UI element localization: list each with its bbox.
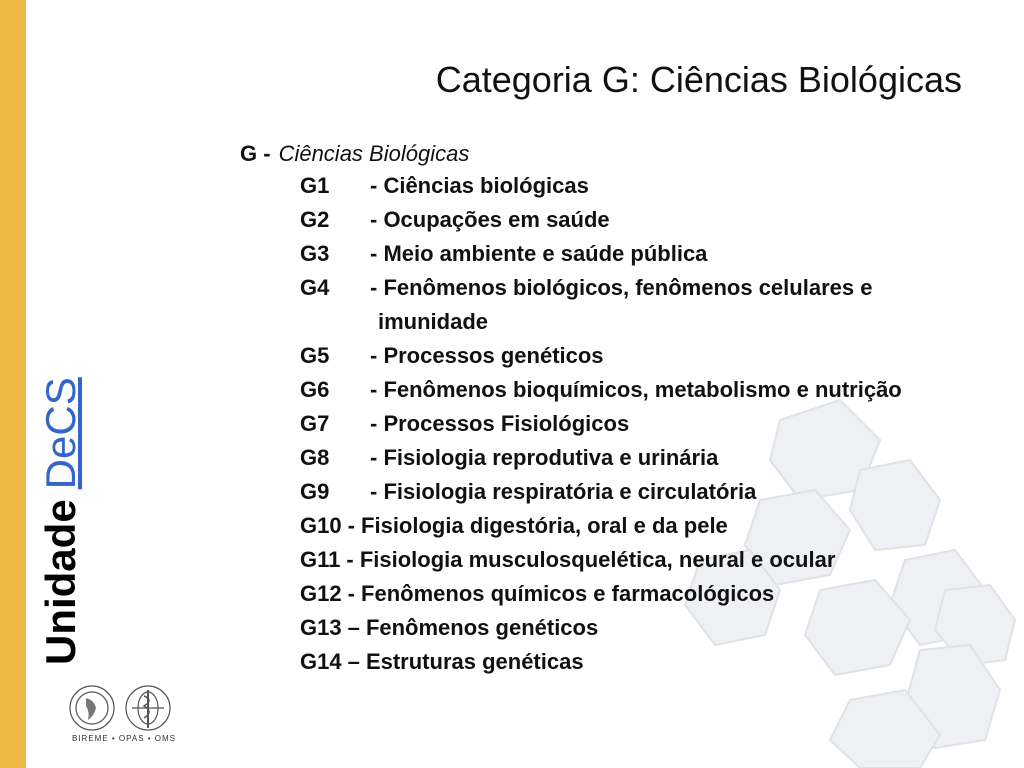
list-item [300,546,835,574]
item-code: G2 [300,207,330,232]
category-list [240,140,902,674]
logos-caption: BIREME • OPAS • OMS [71,734,177,743]
unidade-label: Unidade [37,499,84,665]
item-code: G13 [300,615,342,640]
item-code: G10 [300,513,342,538]
category-heading [240,140,469,168]
item-code: G4 [300,275,330,300]
category-name: Ciências Biológicas [278,141,470,166]
item-text: - Ciências biológicas [370,173,589,198]
item-continuation: imunidade [378,309,489,334]
item-text: - Fisiologia respiratória e circulatória [370,479,757,504]
item-text: - Fenômenos bioquímicos, metabolismo e nutrição [370,377,902,402]
item-text: - Fisiologia musculosquelética, neural e ocular [346,547,836,572]
list-item [300,648,584,676]
list-item [300,172,589,200]
list-item [300,342,604,370]
list-item [300,614,598,642]
item-code: G12 [300,581,342,606]
list-item [300,512,728,540]
item-code: G7 [300,411,330,436]
paho-logo-icon [70,686,114,730]
slide-title: Categoria G: Ciências Biológicas [435,59,962,100]
who-logo-icon [126,686,170,730]
item-text: - Ocupações em saúde [370,207,610,232]
list-item [300,206,610,234]
item-text: - Fisiologia reprodutiva e urinária [370,445,719,470]
list-item [300,580,774,608]
category-code: G - [240,141,271,166]
list-item [300,376,902,404]
list-item [300,444,718,472]
item-code: G9 [300,479,330,504]
list-item [300,274,872,302]
item-text: - Processos Fisiológicos [370,411,630,436]
item-code: G1 [300,173,330,198]
item-text: - Fenômenos biológicos, fenômenos celulares e [370,275,873,300]
item-code: G14 [300,649,342,674]
item-code: G8 [300,445,330,470]
item-code: G11 [300,547,341,572]
item-text: - Processos genéticos [370,343,604,368]
item-code: G5 [300,343,330,368]
item-text: - Fenômenos químicos e farmacológicos [347,581,775,606]
vertical-label [37,320,84,665]
item-code: G3 [300,241,330,266]
list-item [300,410,629,438]
list-item [300,478,756,506]
decs-link[interactable]: DeCS [37,377,84,490]
item-text: – Estruturas genéticas [347,649,584,674]
item-text: - Fisiologia digestória, oral e da pele [347,513,728,538]
item-text: - Meio ambiente e saúde pública [370,241,708,266]
list-item [300,240,707,268]
item-code: G6 [300,377,330,402]
item-text: – Fenômenos genéticos [347,615,599,640]
